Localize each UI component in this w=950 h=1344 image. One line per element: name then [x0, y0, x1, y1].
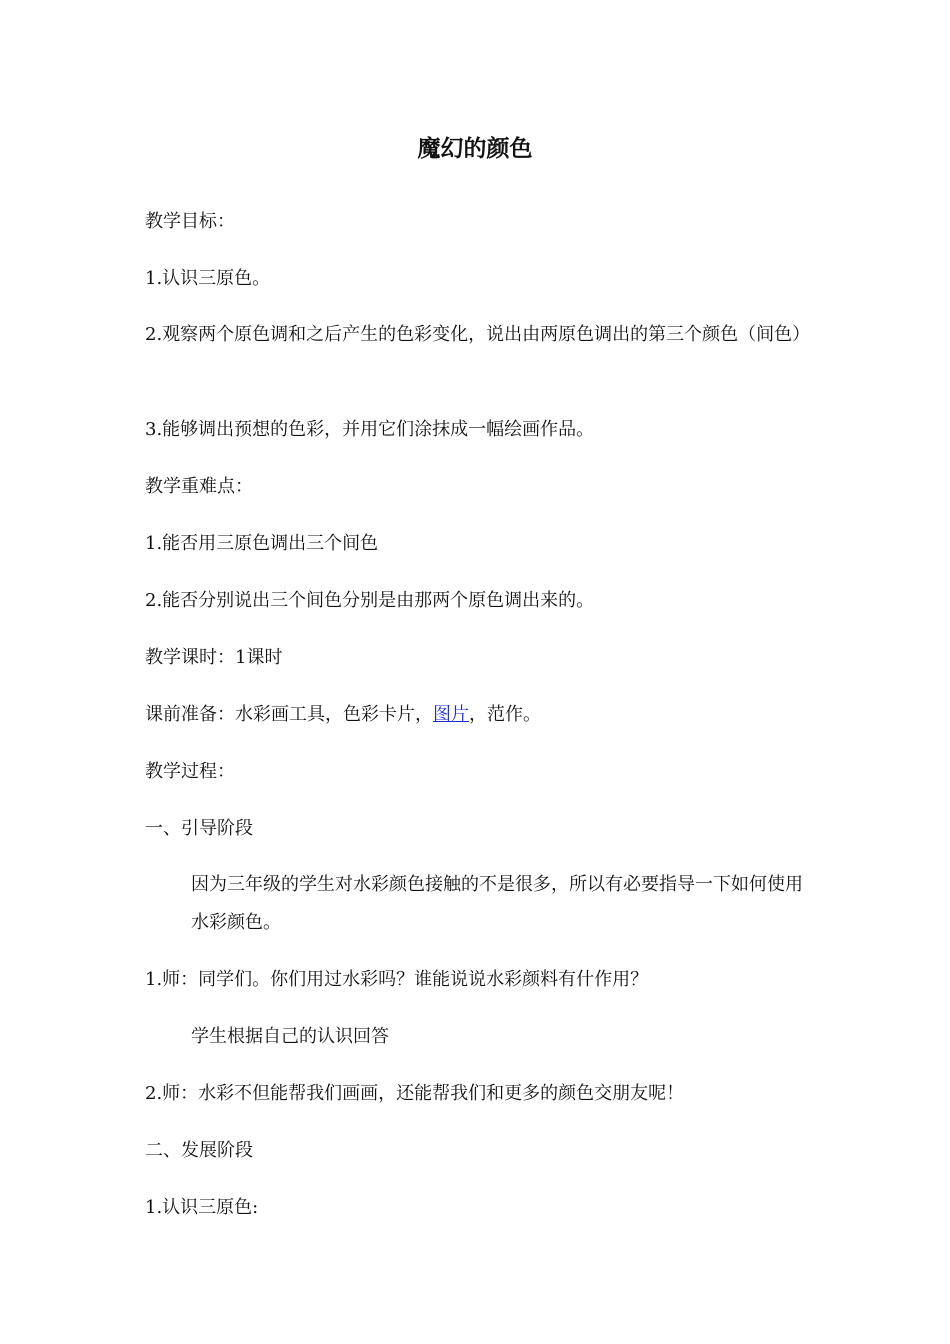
stage-2-item-1: 1.认识三原色:	[145, 1197, 259, 1218]
objective-item-2: 2.观察两个原色调和之后产生的色彩变化，说出由两原色调出的第三个颜色（间色）	[145, 324, 811, 345]
preparation	[145, 701, 813, 729]
objectives-heading: 教学目标：	[145, 211, 235, 232]
stage-1-intro: 因为三年级的学生对水彩颜色接触的不是很多，所以有必要指导一下如何使用水彩颜色。	[191, 874, 803, 933]
pictures-link[interactable]: 图片	[433, 704, 469, 725]
keypoint-item-1: 1.能否用三原色调出三个间色	[145, 533, 379, 554]
preparation-suffix: ，范作。	[469, 704, 541, 725]
stage-1-question-2: 2.师：水彩不但能帮我们画画，还能帮我们和更多的颜色交朋友呢！	[145, 1083, 685, 1104]
objective-item-3: 3.能够调出预想的色彩，并用它们涂抹成一幅绘画作品。	[145, 419, 595, 440]
stage-2-heading: 二、发展阶段	[145, 1140, 253, 1161]
stage-1-answer: 学生根据自己的认识回答	[191, 1026, 389, 1047]
process-heading: 教学过程：	[145, 761, 235, 782]
stage-1-question-1: 1.师：同学们。你们用过水彩吗？谁能说说水彩颜料有什作用？	[145, 969, 649, 990]
keypoint-item-2: 2.能否分别说出三个间色分别是由那两个原色调出来的。	[145, 590, 595, 611]
page-title: 魔幻的颜色	[417, 136, 533, 162]
keypoints-heading: 教学重难点：	[145, 476, 253, 497]
preparation-prefix: 课前准备：水彩画工具，色彩卡片，	[145, 704, 433, 725]
stage-1-heading: 一、引导阶段	[145, 818, 253, 839]
objective-item-1: 1.认识三原色。	[145, 268, 271, 289]
class-hours: 教学课时：1课时	[145, 647, 283, 668]
